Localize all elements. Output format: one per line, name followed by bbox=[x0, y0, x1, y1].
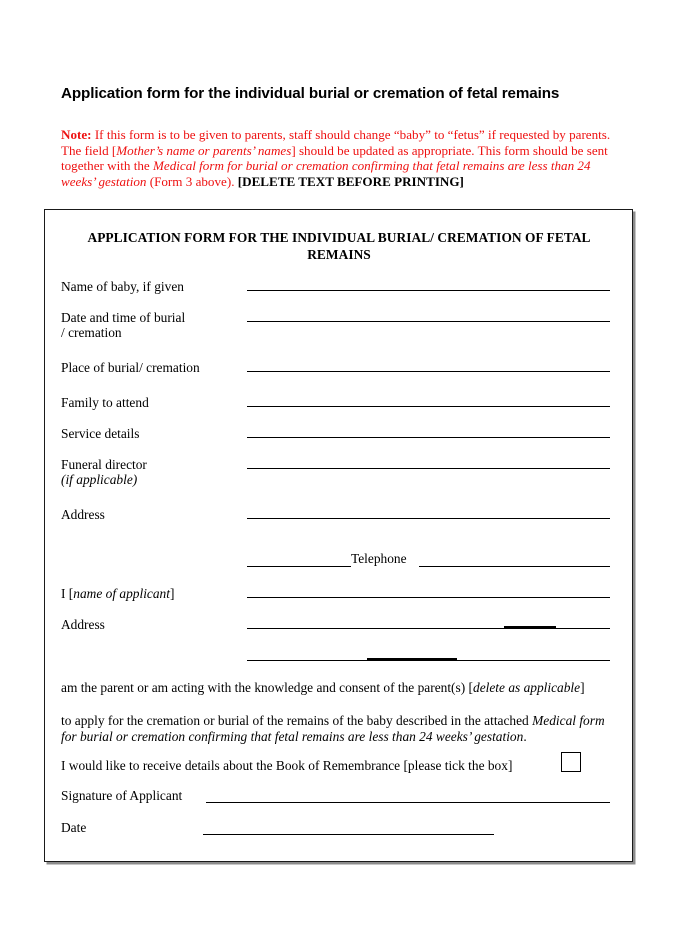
field-label-date-time-of-burial bbox=[61, 310, 239, 341]
input-line-address-second[interactable] bbox=[247, 566, 351, 567]
note-label: Note: bbox=[61, 127, 92, 142]
field-label-address: Address bbox=[61, 507, 105, 522]
field-label-applicant-address: Address bbox=[61, 617, 105, 632]
input-line-date[interactable] bbox=[203, 834, 494, 835]
apply-text-1: to apply for the cremation or burial of the remains of the baby described in the attached bbox=[61, 713, 533, 728]
ink-artifact bbox=[367, 658, 457, 661]
note-italic-medical-form: Medical form for burial or cremation confirming that fetal remains are less than 24 weeks’ gestation bbox=[61, 158, 591, 189]
apply-paragraph bbox=[61, 713, 617, 745]
input-line-name-of-baby[interactable] bbox=[247, 290, 610, 291]
input-line-applicant-address-2[interactable] bbox=[247, 660, 610, 661]
field-label-family-to-attend: Family to attend bbox=[61, 395, 149, 410]
input-line-address[interactable] bbox=[247, 518, 610, 519]
input-line-funeral-director[interactable] bbox=[247, 468, 610, 469]
field-label-signature: Signature of Applicant bbox=[61, 788, 183, 803]
applicant-suffix: ] bbox=[169, 586, 175, 601]
input-line-telephone[interactable] bbox=[419, 566, 610, 567]
note-text-1: If this form is to be given to parents, staff should change “baby” to “fetus” if requested by parents. The field [ bbox=[61, 127, 611, 158]
editorial-note bbox=[61, 127, 614, 189]
document-heading: Application form for the individual burial or cremation of fetal remains bbox=[61, 85, 560, 102]
input-line-date-time-of-burial[interactable] bbox=[247, 321, 610, 322]
field-label-telephone: Telephone bbox=[351, 551, 407, 566]
input-line-family-to-attend[interactable] bbox=[247, 406, 610, 407]
field-label-date: Date bbox=[61, 820, 87, 835]
input-line-applicant-name[interactable] bbox=[247, 597, 610, 598]
application-form-box bbox=[44, 209, 633, 862]
apply-text-2: . bbox=[523, 729, 527, 745]
remembrance-label: I would like to receive details about the Book of Remembrance [please tick the box] bbox=[61, 758, 513, 773]
consent-italic: delete as applicable bbox=[473, 680, 581, 695]
remembrance-row bbox=[61, 758, 617, 774]
consent-paragraph bbox=[61, 680, 617, 696]
input-line-service-details[interactable] bbox=[247, 437, 610, 438]
input-line-signature[interactable] bbox=[206, 802, 610, 803]
form-title: APPLICATION FORM FOR THE INDIVIDUAL BURIAL/ CREMATION OF FETAL REMAINS bbox=[87, 230, 591, 262]
field-label-line-1: Date and time of burial bbox=[61, 310, 186, 325]
apply-italic-medical-form: Medical form for burial or cremation confirming that fetal remains are less than 24 weeks’ gestation bbox=[61, 713, 605, 745]
applicant-italic: name of applicant bbox=[73, 586, 170, 601]
delete-text-before-printing: [DELETE TEXT BEFORE PRINTING] bbox=[237, 173, 464, 189]
field-label-place-of-burial: Place of burial/ cremation bbox=[61, 360, 200, 375]
ink-artifact bbox=[504, 626, 556, 629]
field-label-line-2: (if applicable) bbox=[61, 472, 138, 488]
consent-text-2: ] bbox=[580, 680, 585, 695]
field-label-line-1: Funeral director bbox=[61, 457, 147, 472]
input-line-place-of-burial[interactable] bbox=[247, 371, 610, 372]
remembrance-checkbox[interactable] bbox=[561, 752, 581, 772]
field-label-name-of-baby: Name of baby, if given bbox=[61, 279, 184, 294]
note-text-2: ] should be updated as appropriate. This form should be sent together with the bbox=[61, 142, 608, 174]
input-line-applicant-address-1[interactable] bbox=[247, 628, 610, 629]
field-label-funeral-director bbox=[61, 457, 239, 488]
note-text-3: (Form 3 above). bbox=[146, 173, 238, 189]
consent-text-1: am the parent or am acting with the knowledge and consent of the parent(s) [ bbox=[61, 680, 473, 695]
field-label-line-2: / cremation bbox=[61, 325, 122, 341]
field-label-applicant-name bbox=[61, 586, 239, 601]
field-label-service-details: Service details bbox=[61, 426, 140, 441]
applicant-prefix: I [ bbox=[61, 586, 74, 601]
note-italic-mothers-name: Mother’s name or parents’ names bbox=[116, 142, 292, 158]
